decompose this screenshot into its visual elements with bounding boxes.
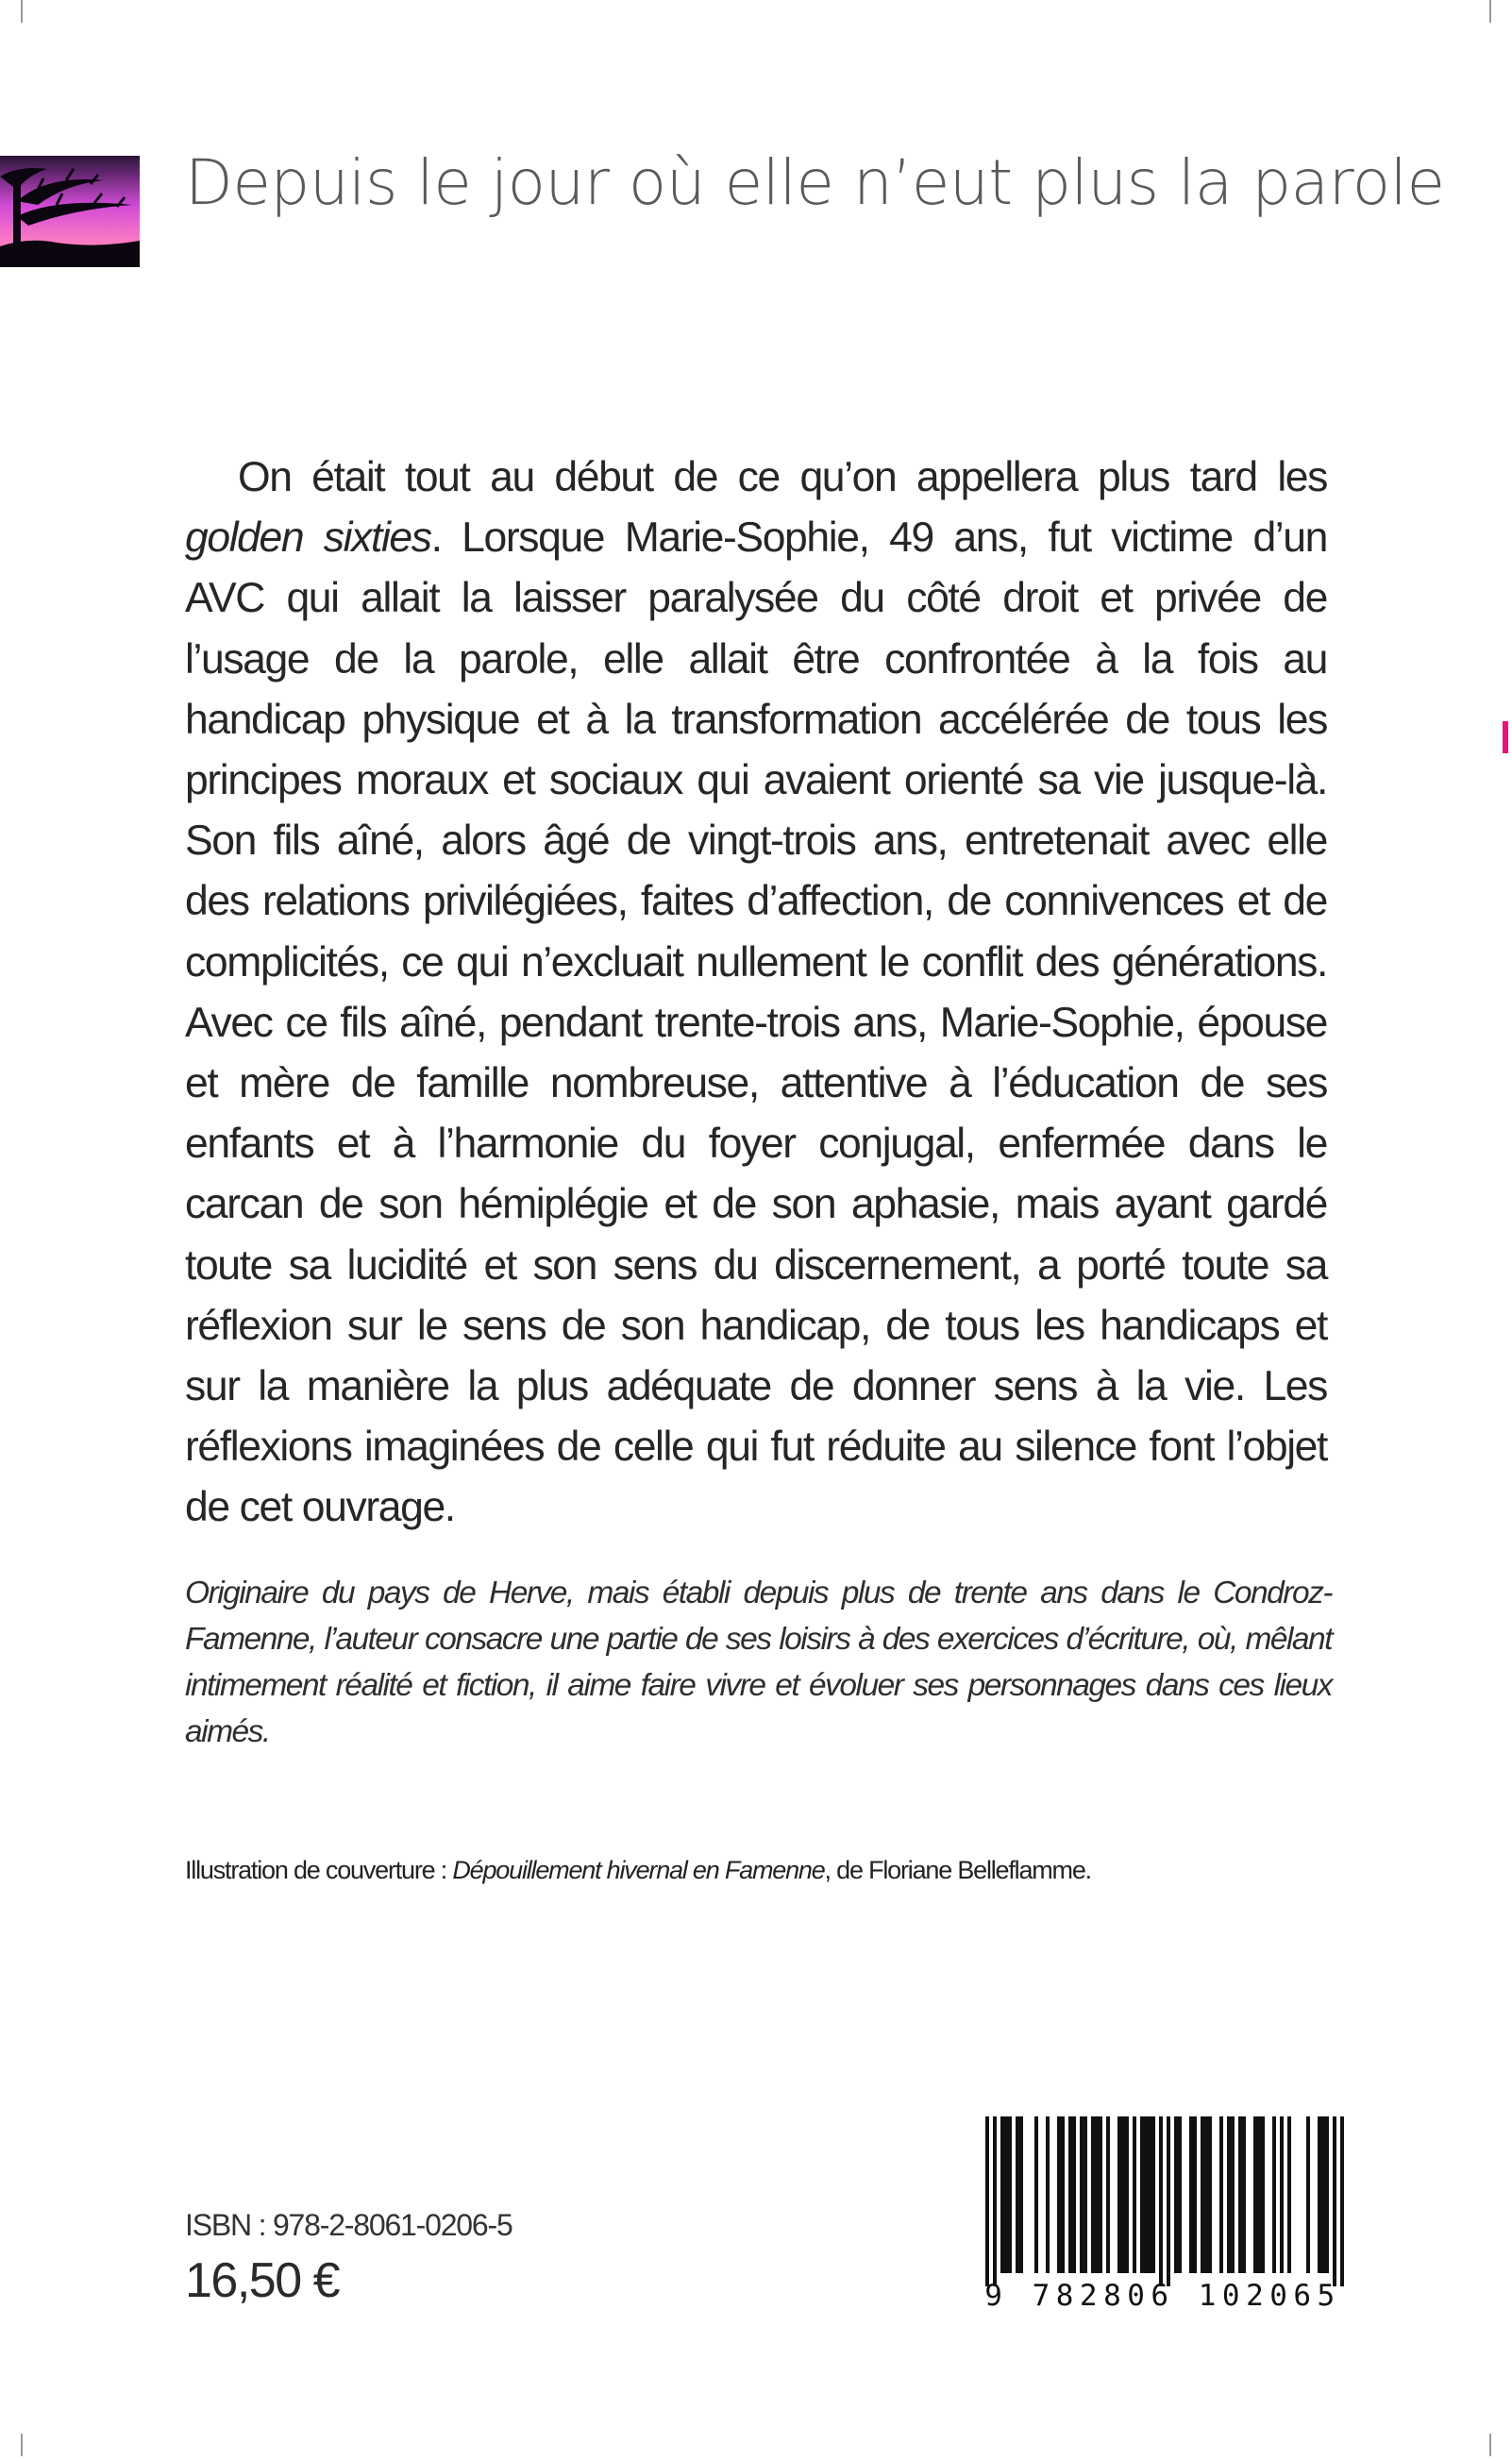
barcode-bar	[1280, 2116, 1284, 2273]
barcode	[955, 2111, 1370, 2320]
barcode-bar	[1106, 2116, 1110, 2273]
barcode-bar	[1272, 2116, 1276, 2273]
barcode-bar	[1204, 2116, 1208, 2273]
barcode-bar	[1189, 2116, 1193, 2273]
author-bio: Originaire du pays de Herve, mais établi depuis plus de trente ans dans le Condroz-Famenne, l’auteur consacre une partie de ses loisirs à des exercices d’écriture, où, mêlant intimement réalité et fiction, il aime faire vivre et évoluer ses personnages dans ces lieux aimés.	[185, 1576, 1332, 1749]
barcode-bar	[1148, 2116, 1151, 2273]
barcode-bar	[1068, 2116, 1072, 2273]
credit-suffix: , de Floriane Belleflamme.	[824, 1856, 1091, 1884]
barcode-bar	[1193, 2116, 1197, 2273]
barcode-bar	[1080, 2116, 1084, 2273]
spine-color-mark	[1503, 721, 1508, 753]
barcode-bar	[993, 2116, 997, 2286]
barcode-bar	[1117, 2116, 1121, 2273]
barcode-bar	[1318, 2116, 1321, 2273]
crop-mark-bottom-right	[1489, 2434, 1491, 2456]
barcode-bar	[1061, 2116, 1065, 2273]
barcode-bar	[1091, 2116, 1095, 2273]
barcode-bar	[985, 2116, 989, 2286]
isbn: ISBN : 978-2-8061-0206-5	[185, 2208, 512, 2242]
barcode-bar	[1287, 2116, 1291, 2273]
barcode-bar	[1261, 2116, 1265, 2273]
barcode-bar	[1167, 2116, 1170, 2286]
barcode-bar	[1084, 2116, 1087, 2273]
barcode-bar	[1133, 2116, 1136, 2273]
crop-mark-bottom-left	[21, 2434, 23, 2456]
barcode-bar	[1099, 2116, 1102, 2273]
blurb-italic-phrase: golden sixties	[185, 514, 431, 562]
credit-prefix: Illustration de couverture :	[185, 1856, 453, 1884]
barcode-bar	[1227, 2116, 1231, 2273]
book-title: Depuis le jour où elle n’eut plus la parole	[185, 146, 1445, 219]
barcode-bar	[1159, 2116, 1163, 2286]
barcode-bar	[1016, 2116, 1019, 2273]
barcode-bar	[1046, 2116, 1050, 2273]
credit-work-title: Dépouillement hivernal en Famenne	[452, 1856, 825, 1884]
crop-mark-top-right	[1489, 0, 1491, 23]
barcode-bar	[1333, 2116, 1336, 2286]
barcode-bar	[1306, 2116, 1310, 2273]
illustration-credit	[185, 1853, 1412, 1887]
barcode-bar	[1219, 2116, 1223, 2273]
barcode-bar	[1201, 2116, 1204, 2273]
barcode-bar	[1140, 2116, 1144, 2273]
barcode-bar	[1034, 2116, 1038, 2273]
barcode-bar	[1238, 2116, 1242, 2273]
barcode-bar	[1095, 2116, 1099, 2273]
barcode-bar	[1072, 2116, 1076, 2273]
book-blurb	[185, 447, 1327, 1539]
barcode-bar	[1321, 2116, 1325, 2273]
crop-mark-top-left	[21, 0, 23, 23]
barcode-bar	[1000, 2116, 1004, 2273]
barcode-bar	[1144, 2116, 1148, 2273]
barcode-bar	[1257, 2116, 1261, 2273]
barcode-bar	[1057, 2116, 1061, 2273]
tree-silhouette-at-sunset-image	[0, 156, 140, 267]
barcode-bar	[1242, 2116, 1246, 2273]
barcode-bar	[1325, 2116, 1329, 2273]
barcode-bar	[1340, 2116, 1344, 2286]
barcode-bar	[1008, 2116, 1012, 2273]
blurb-body: . Lorsque Marie-Sophie, 49 ans, fut victime d’un AVC qui allait la laisser paralysée du côté droit et privée de l’usage de la parole, elle allait être confrontée à la fois au handicap physique et à la transformation accélérée de tous les principes moraux et sociaux qui avaient orienté sa vie jusque-là. Son fils aîné, alors âgé de vingt-trois ans, entretenait avec elle des relations privilégiées, faites d’affection, de connivences et de complicités, ce qui n’excluait nullement le conflit des générations. Avec ce fils aîné, pendant trente-trois ans, Marie-Sophie, épouse et mère de famille nombreuse, attentive à l’éducation de ses enfants et à l’harmonie du foyer conjugal, enfermée dans le carcan de son hémiplégie et de son aphasie, mais ayant gardé toute sa lucidité et son sens du discernement, a porté toute sa réflexion sur le sens de son handicap, de tous les handicaps et sur la manière la plus adéquate de donner sens à la vie. Les réflexions imaginées de celle qui fut réduite au silence font l’objet de cet ouvrage.	[185, 514, 1327, 1531]
barcode-bar	[1121, 2116, 1125, 2273]
barcode-bar	[1208, 2116, 1212, 2273]
price: 16,50 €	[185, 2253, 339, 2308]
blurb-intro: On était tout au début de ce qu’on appellera plus tard les	[238, 454, 1327, 500]
barcode-bar	[1253, 2116, 1257, 2273]
barcode-digits: 9 782806 102065	[984, 2279, 1341, 2313]
barcode-bar	[1151, 2116, 1155, 2273]
cover-thumbnail	[0, 156, 140, 267]
barcode-bar	[1125, 2116, 1129, 2273]
barcode-bar	[1019, 2116, 1023, 2273]
barcode-bar	[1174, 2116, 1178, 2273]
barcode-bar	[1178, 2116, 1182, 2273]
barcode-bar	[1231, 2116, 1235, 2273]
barcode-bar	[1004, 2116, 1008, 2273]
